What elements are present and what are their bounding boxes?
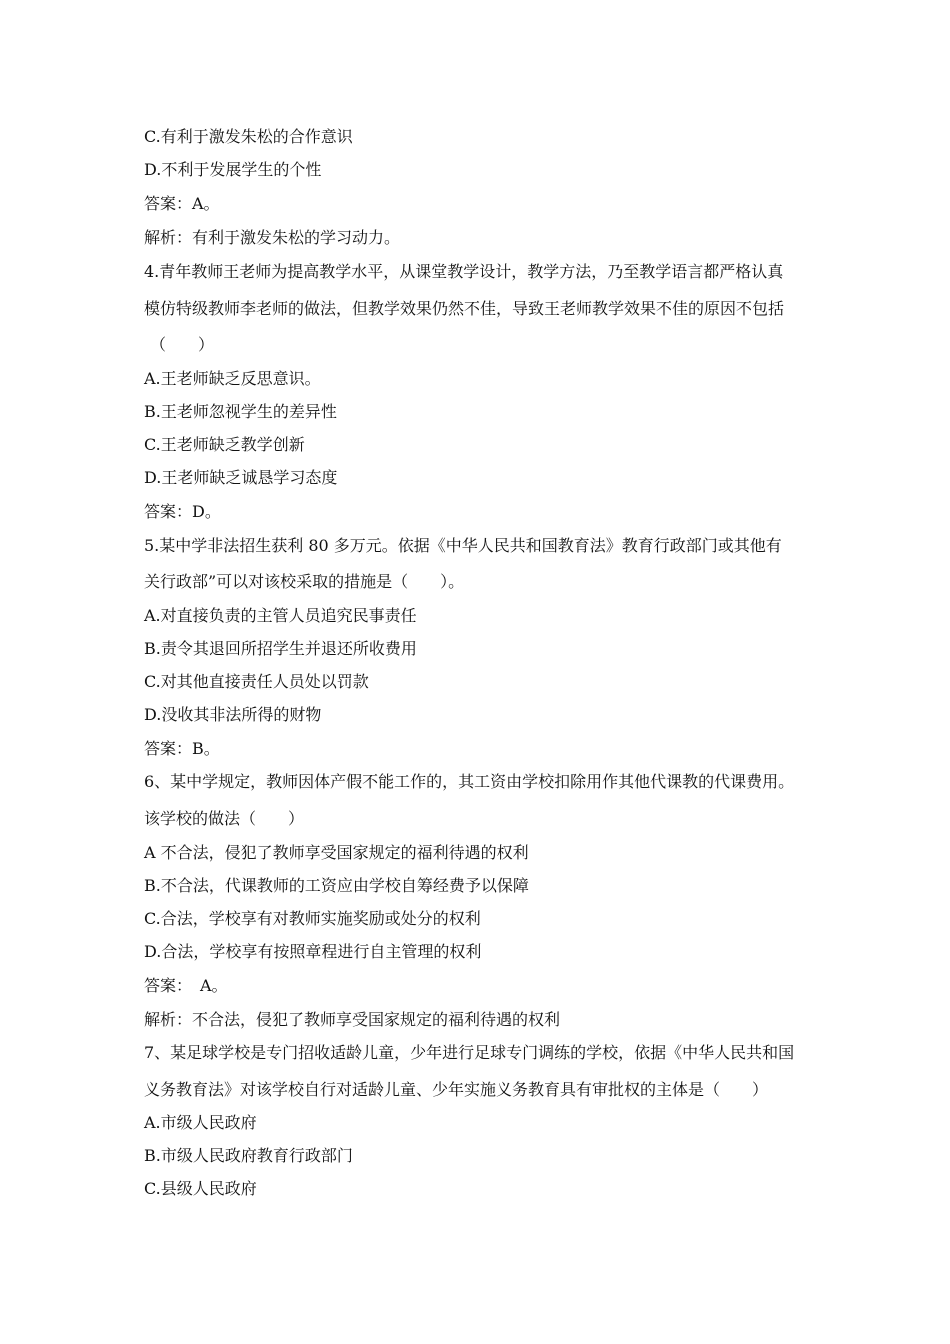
question-6-answer: 答案： A。: [144, 976, 228, 995]
question-7-option-a: A.市级人民政府: [144, 1113, 257, 1132]
question-5-option-d: D.没收其非法所得的财物: [144, 705, 322, 724]
question-7-line-1: 7、某足球学校是专门招收适龄儿童，少年进行足球专门调练的学校，依据《中华人民共和国: [144, 1043, 795, 1062]
question-4-option-b: B.王老师忽视学生的差异性: [144, 402, 337, 421]
question-6-option-b: B.不合法，代课教师的工资应由学校自筹经费予以保障: [144, 876, 529, 895]
question-4-blank: （ ）: [150, 335, 215, 354]
question-5-option-b: B.责令其退回所招学生并退还所收费用: [144, 639, 417, 658]
question-6-line-2: 该学校的做法（ ）: [144, 809, 305, 828]
answer-line: 答案：A。: [144, 194, 220, 213]
question-5-option-a: A.对直接负责的主管人员追究民事责任: [144, 606, 417, 625]
question-7-line-2: 义务教育法》对该学校自行对适龄儿童、少年实施义务教育具有审批权的主体是（ ）: [144, 1080, 769, 1099]
option-c-line: C.有利于激发朱松的合作意识: [144, 127, 353, 146]
option-d-line: D.不利于发展学生的个性: [144, 160, 322, 179]
question-5-option-c: C.对其他直接责任人员处以罚款: [144, 672, 369, 691]
question-6-option-d: D.合法，学校享有按照章程进行自主管理的权利: [144, 942, 482, 961]
question-5-line-2: 关行政部”可以对该校采取的措施是（ ）。: [144, 572, 465, 591]
analysis-line: 解析：有利于激发朱松的学习动力。: [144, 228, 401, 247]
question-5-answer: 答案：B。: [144, 739, 220, 758]
question-5-line-1: 5.某中学非法招生获利 80 多万元。依据《中华人民共和国教育法》教育行政部门或其他有: [144, 536, 782, 555]
question-6-analysis: 解析：不合法，侵犯了教师享受国家规定的福利待遇的权利: [144, 1010, 561, 1029]
question-6-line-1: 6、某中学规定，教师因体产假不能工作的，其工资由学校扣除用作其他代课教的代课费用。: [144, 772, 795, 791]
question-4-option-c: C.王老师缺乏教学创新: [144, 435, 305, 454]
question-4-option-d: D.王老师缺乏诚恳学习态度: [144, 468, 338, 487]
question-4-line-1: 4.青年教师王老师为提高教学水平，从课堂教学设计，教学方法，乃至教学语言都严格认真: [144, 262, 784, 281]
question-7-option-b: B.市级人民政府教育行政部门: [144, 1146, 353, 1165]
question-7-option-c: C.县级人民政府: [144, 1179, 257, 1198]
question-4-option-a: A.王老师缺乏反思意识。: [144, 369, 321, 388]
question-6-option-a: A 不合法，侵犯了教师享受国家规定的福利待遇的权利: [144, 843, 529, 862]
question-6-option-c: C.合法，学校享有对教师实施奖励或处分的权利: [144, 909, 481, 928]
question-4-line-2: 模仿特级教师李老师的做法，但教学效果仍然不佳，导致王老师教学效果不佳的原因不包括: [144, 299, 785, 318]
question-4-answer: 答案：D。: [144, 502, 221, 521]
